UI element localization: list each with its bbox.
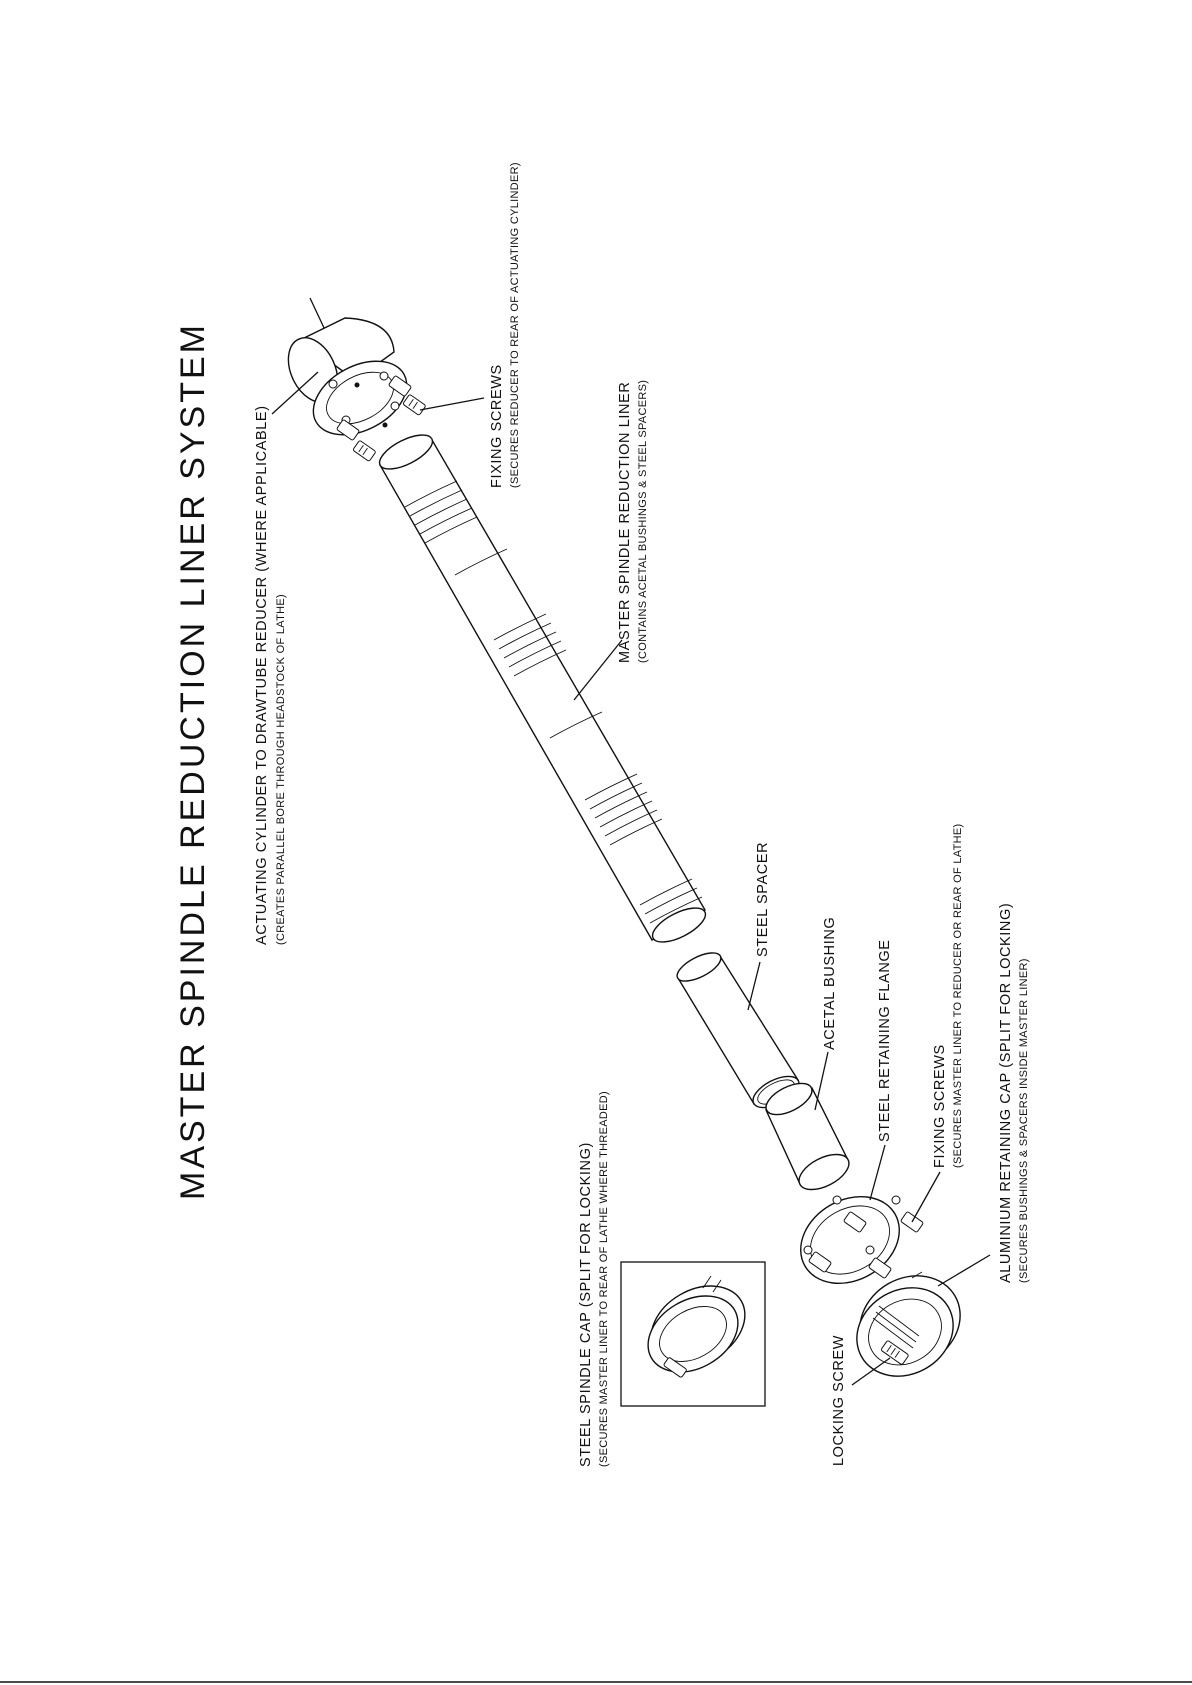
acetal-bushing: [761, 1077, 854, 1197]
label-aluminium-cap: [998, 903, 1030, 1283]
master-spindle-reduction-liner: [375, 428, 711, 949]
acetal-bushing-label: ACETAL BUSHING: [822, 916, 838, 1050]
actuating-cylinder-label: ACTUATING CYLINDER TO DRAWTUBE REDUCER (WHERE APPLICABLE): [254, 405, 270, 945]
label-fixing-screws-bottom: [932, 824, 964, 1168]
steel-spindle-cap-inset: [621, 1262, 765, 1406]
diagram-title: MASTER SPINDLE REDUCTION LINER SYSTEM: [174, 321, 212, 1200]
master-liner-sublabel: (CONTAINS ACETAL BUSHINGS & STEEL SPACERS): [637, 379, 649, 663]
steel-retaining-flange-label: STEEL RETAINING FLANGE: [877, 939, 893, 1142]
label-master-liner: [617, 380, 649, 663]
steel-spacer-label: STEEL SPACER: [755, 841, 771, 957]
locking-screw-label: LOCKING SCREW: [831, 1334, 847, 1466]
aluminium-cap-sublabel: (SECURES BUSHINGS & SPACERS INSIDE MASTER LINER): [1018, 958, 1030, 1283]
steel-spindle-cap-sublabel: (SECURES MASTER LINER TO REAR OF LATHE WHERE THREADED): [598, 1091, 610, 1467]
steel-spindle-cap-label: STEEL SPINDLE CAP (SPLIT FOR LOCKING): [578, 1142, 594, 1467]
label-fixing-screws-top: [489, 162, 521, 488]
aluminium-cap-label: ALUMINIUM RETAINING CAP (SPLIT FOR LOCKING): [998, 902, 1014, 1283]
fixing-screws-bottom-label: FIXING SCREWS: [932, 1044, 948, 1168]
master-liner-label: MASTER SPINDLE REDUCTION LINER: [617, 381, 633, 663]
fixing-screws-top-sublabel: (SECURES REDUCER TO REAR OF ACTUATING CYLINDER): [509, 162, 521, 488]
fixing-screws-bottom-sublabel: (SECURES MASTER LINER TO REDUCER OR REAR OF LATHE): [952, 823, 964, 1168]
label-steel-spindle-cap: [578, 1091, 610, 1467]
label-actuating-cylinder: [254, 405, 287, 945]
actuating-cylinder-sublabel: (CREATES PARALLEL BORE THROUGH HEADSTOCK OF LATHE): [275, 594, 287, 945]
fixing-screws-top-label: FIXING SCREWS: [489, 364, 505, 488]
